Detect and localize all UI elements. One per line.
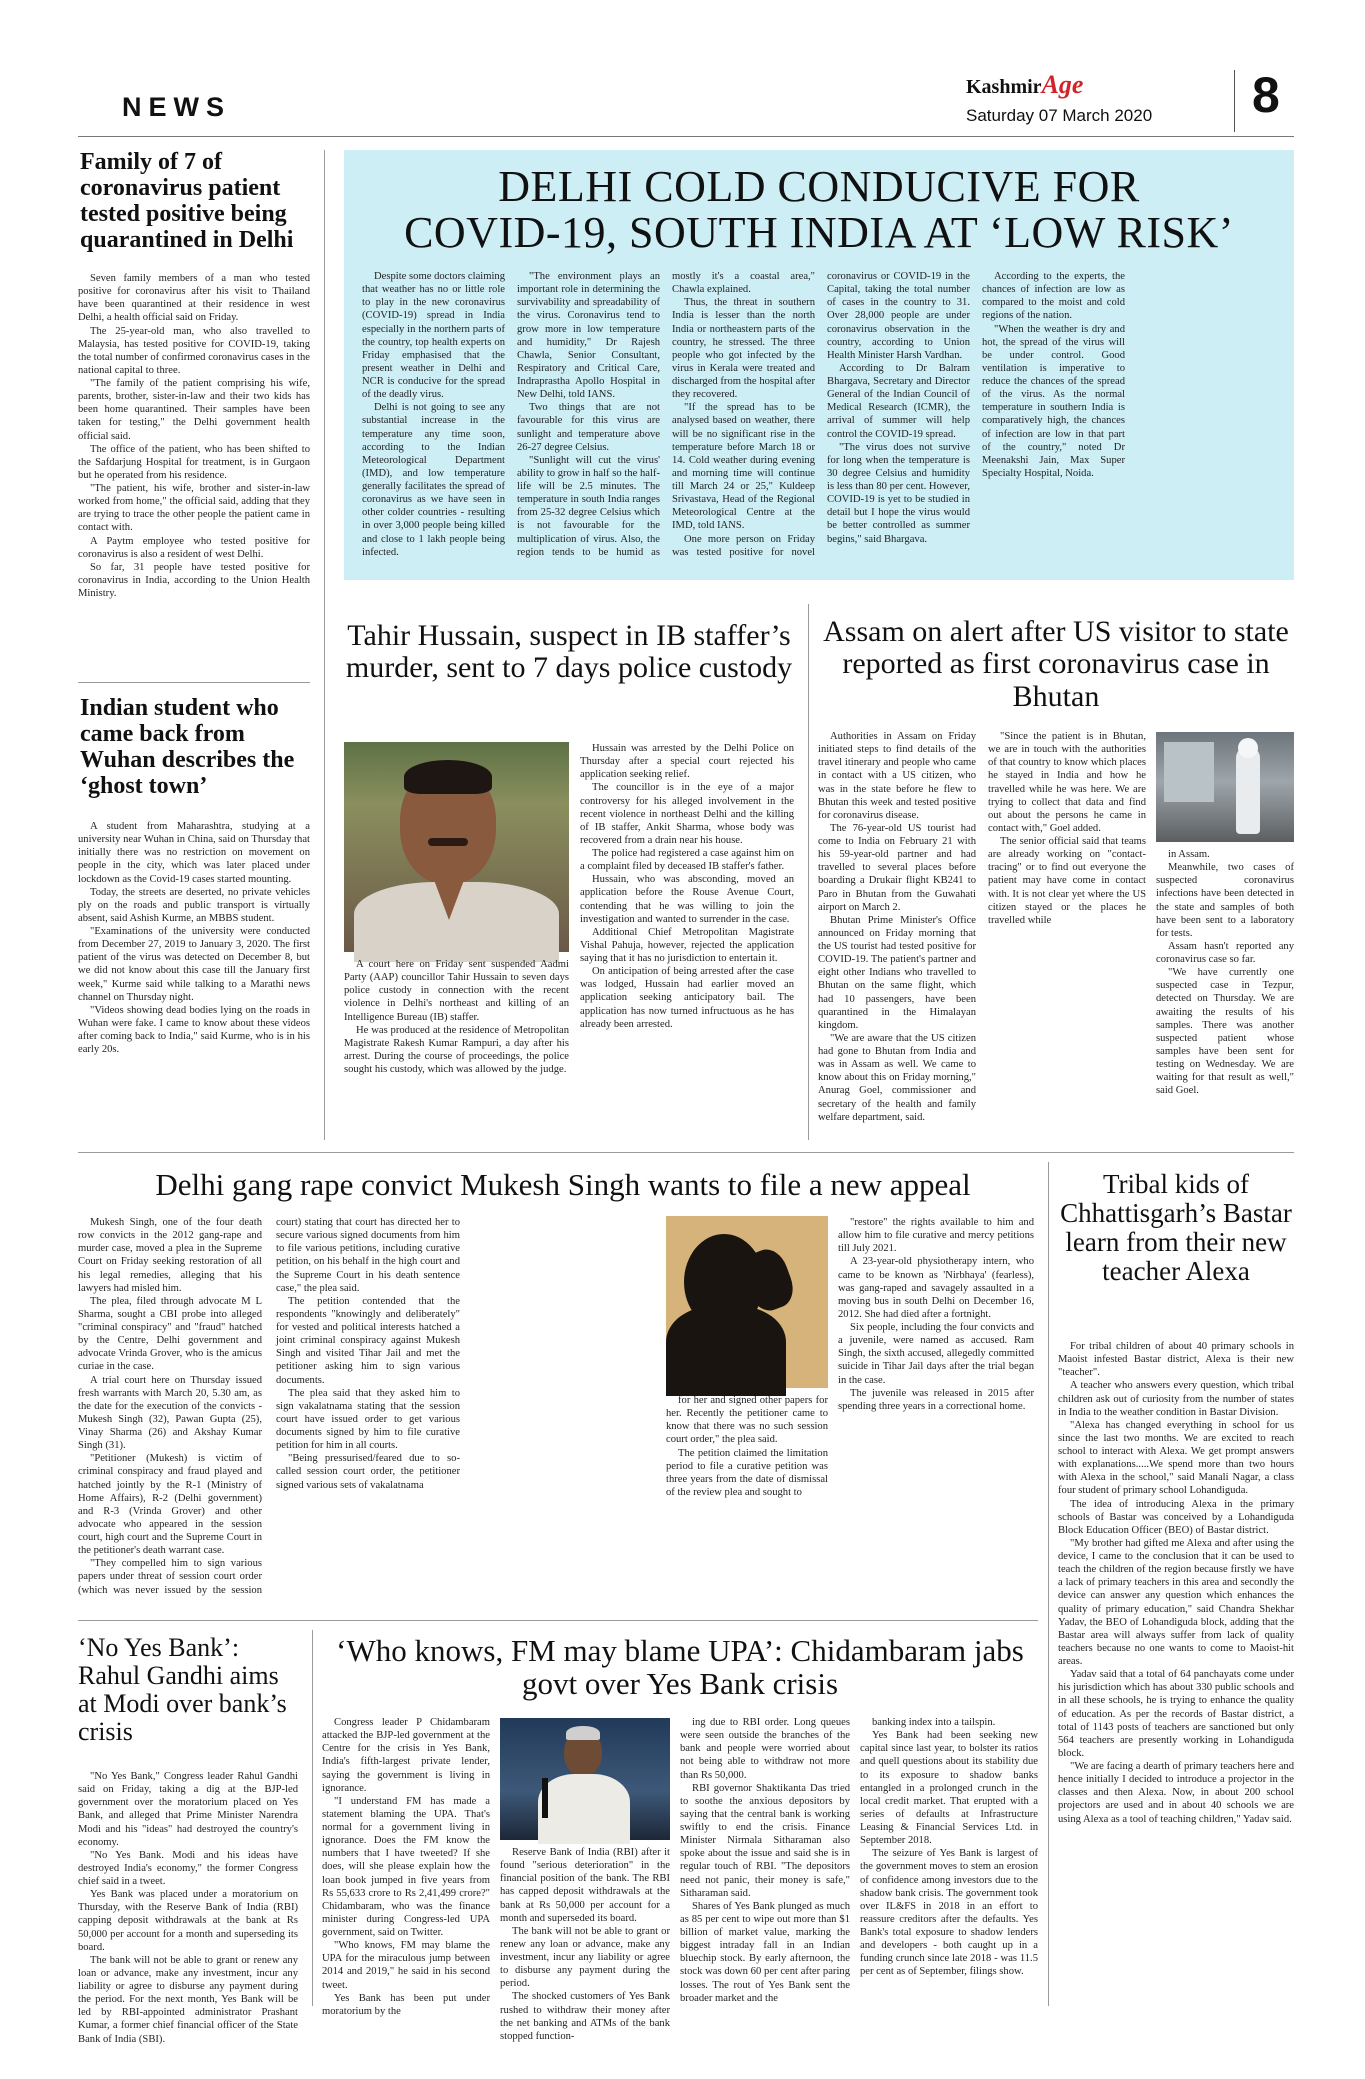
lower-divider [78, 1620, 1038, 1621]
brand-logo-age: Age [1041, 70, 1084, 99]
paragraph: The shocked customers of Yes Bank rushed to withdraw their money after the net banking and ATMs of the bank stopped function- [500, 1991, 670, 2042]
paragraph: A 23-year-old physiotherapy intern, who came to be known as 'Nirbhaya' (fearless), was gang-raped and savagely assaulted in a moving bus in south Delhi on December 16, 2012. She had died after a fortnight. [838, 1256, 1034, 1320]
mukesh-body-left [78, 1216, 658, 1606]
paragraph: A teacher who answers every question, which tribal children ask out of curiosity from the number of states in India to the weather condition in Bastar Division. [1058, 1380, 1294, 1418]
chidambaram-body-col2 [500, 1846, 670, 2042]
paragraph: Shares of Yes Bank plunged as much as 85 per cent to wipe out more than $1 billion of market value, marking the biggest intraday fall in an Indian bluechip stock. By early afternoon, the stock was down 60 per cent after paring losses. The rout of Yes Bank sent the broader market and the [680, 1900, 850, 2004]
paragraph: The petition contended that the respondents "knowingly and deliberately" for vested and political interests hatched a joint criminal conspiracy against Mukesh Singh and visited Tihar Jail and met the petitioner asking him to sign various documents. [276, 1295, 460, 1386]
assam-photo-figure [1236, 746, 1260, 834]
mid-divider [78, 1152, 1294, 1153]
paragraph: for her and signed other papers for her. Recently the petitioner came to know that there was no such session court order," the plea said. [666, 1395, 828, 1446]
bastar-headline: Tribal kids of Chhattisgarh’s Bastar learn from their new teacher Alexa [1060, 1169, 1292, 1287]
chidambaram-body-col4 [860, 1716, 1038, 2006]
paragraph: Bhutan Prime Minister's Office announced on Friday morning that the US tourist had tested positive for COVID-19. The patient's partner and eight other Indians who travelled to Bhutan on the same flight, which had 10 passengers, have been quarantined in the Himalayan kingdom. [818, 914, 976, 1031]
tahir-photo-moustache [428, 838, 468, 846]
paragraph: The 76-year-old US tourist had come to India on February 21 with his 59-year-old partner and had travelled to several places before boarding a Drukair flight KB241 to Paro in Bhutan from the Guwahati airport on March 2. [818, 822, 976, 913]
paragraph: "I understand FM has made a statement blaming the UPA. That's normal for a government living in ignorance. Does the FM know the numbers that I have tweeted? If she does, will she please explain how the loan book jumped in five years from Rs 55,633 crore to Rs 2,41,499 crore?" Chidambaram, who was the finance minister during Congress-led UPA government, said on Twitter. [322, 1795, 490, 1938]
assam-headline: Assam on alert after US visitor to state reported as first coronavirus case in Bhutan [823, 615, 1289, 713]
masthead-rule [78, 136, 1294, 137]
noyes-headline: ‘No Yes Bank’: Rahul Gandhi aims at Modi over bank’s crisis [78, 1633, 287, 1747]
paragraph: Yadav said that a total of 64 panchayats come under his jurisdiction which has about 330 public schools and in all these schools, he is trying to enhance the quality of education. As per the records of Bastar district, a total of 1143 posts of teachers are sanctioned but only 564 teachers are presently working in Lohandiguda block. [1058, 1669, 1294, 1759]
paragraph: "We have currently one suspected case in Tezpur, detected on Thursday. We are awaiting the results of his samples. There was another suspected patient whose samples have been sent for testing on Wednesday. We are waiting for that result as well," said Goel. [1156, 967, 1294, 1097]
paragraph: Meanwhile, two cases of suspected coronavirus infections have been detected in the state and samples of both have been sent to a laboratory for tests. [1156, 862, 1294, 939]
paragraph: The juvenile was released in 2015 after spending three years in a correctional home. [838, 1387, 1034, 1412]
paragraph: "The environment plays an important role in determining the survivability and spreadability of the virus. Coronavirus tend to grow more in low temperature and humidity," Dr Rajesh Chawla, Senior Consultant, Respiratory and Critical Care, Indraprastha Apollo Hospital in New Delhi, told IANS. [517, 271, 660, 401]
paragraph: Seven family members of a man who tested positive for coronavirus after his visit to Thailand have been quarantined at their residence in west Delhi, a health official said on Friday. [78, 273, 310, 324]
paragraph: Authorities in Assam on Friday initiated steps to find details of the travel itinerary and people who came in contact with a US citizen, who was in the state before he flew to Bhutan this week and tested positive for coronavirus disease. [818, 731, 976, 821]
paragraph: "We are aware that the US citizen had gone to Bhutan from India and was in Assam as well. We came to know about this on Friday morning," Anurag Goel, commissioner and secretary of the health and family welfare department, said. [818, 1032, 976, 1123]
chidambaram-body-col1 [322, 1716, 490, 2017]
paragraph: "My brother had gifted me Alexa and after using the device, I came to the conclusion that it can be used to teach the children of the region because firstly we have a lack of primary teachers in this area and secondly the device can answer any question which enhances the quality of primary education," said Chandra Shekhar Yadav, the BEO of Lohandiguda block, adding that the Bastar area will always suffer from lack of quality teachers because no one wants to come to Maoist-hit areas. [1058, 1537, 1294, 1667]
paragraph: ing due to RBI order. Long queues were seen outside the branches of the bank and people were worried about not being able to withdraw not more than Rs 50,000. [680, 1717, 850, 1781]
delhi-cold-headline [344, 164, 1294, 256]
paragraph: The bank will not be able to grant or renew any loan or advance, make any investment, incur any liability or agree to disburse any payment during the period. For the next month, Yes Bank will be led by RBI-appointed administrator Prashant Kumar, a former chief financial officer of the State Bank of India (SBI). [78, 1954, 298, 2045]
paragraph: According to the experts, the chances of infection are low as compared to the moist and cold regions of the nation. [982, 271, 1125, 322]
paragraph: Hussain, who was absconding, moved an application before the Rouse Avenue Court, contending that he was willing to join the investigation and wanted to surrender in the case. [580, 874, 794, 925]
paragraph: On anticipation of being arrested after the case was lodged, Hussain had earlier moved an application seeking anticipatory bail. The application has now turned infructuous as he has already been arrested. [580, 966, 794, 1030]
mukesh-headline: Delhi gang rape convict Mukesh Singh wants to file a new appeal [155, 1167, 971, 1202]
paragraph: The petition claimed the limitation period to file a curative petition was three years from the date of dismissal of the review plea and sought to [666, 1447, 828, 1498]
paragraph: Despite some doctors claiming that weather has no or little role to play in the new coronavirus (COVID-19) spread in India especially in the northern parts of the country, top health experts on Friday emphasised that the present weather in Delhi and NCR is conducive for the spread of the deadly virus. [362, 271, 505, 401]
paragraph: Assam hasn't reported any coronavirus case so far. [1156, 940, 1294, 965]
mukesh-body-mid [666, 1394, 828, 1606]
section-label: NEWS [122, 92, 231, 122]
chidambaram-photo-body [538, 1774, 630, 1844]
family-headline: Family of 7 of coronavirus patient tested positive being quarantined in Delhi [80, 149, 294, 253]
paragraph: Mukesh Singh, one of the four death row convicts in the 2012 gang-rape and murder case, moved a plea in the Supreme Court on Friday seeking restoration of all his legal remedies, alleging that his lawyers had misled him. [78, 1217, 262, 1294]
masthead-divider [1234, 70, 1235, 132]
paragraph: "Videos showing dead bodies lying on the roads in Wuhan were fake. I came to know about these videos after coming back to India," said Kurme, who is in his early 20s. [78, 1004, 310, 1056]
tahir-photo [344, 742, 569, 952]
tahir-headline: Tahir Hussain, suspect in IB staffer’s murder, sent to 7 days police custody [345, 619, 793, 685]
paragraph: So far, 31 people have tested positive for coronavirus in India, according to the Union Health Ministry. [78, 561, 310, 599]
paragraph: "No Yes Bank," Congress leader Rahul Gandhi said on Friday, taking a dig at the BJP-led government over the moratorium placed on Yes Bank, and alleged that Prime Minister Narendra Modi and his "ideas" had destroyed the country's economy. [78, 1771, 298, 1848]
paragraph: Congress leader P Chidambaram attacked the BJP-led government at the Centre for the crisis in Yes Bank, India's fifth-largest private lender, saying the government is living in ignorance. [322, 1717, 490, 1794]
noyes-body [78, 1770, 298, 2045]
paragraph: A court here on Friday sent suspended Aadmi Party (AAP) councillor Tahir Hussain to seven days police custody in connection with the recent violence in Delhi's northeast and killing of an Intelligence Bureau (IB) staffer. [344, 959, 569, 1023]
paragraph: The plea said that they asked him to sign vakalatnama stating that the session court have issued order to get various documents signed by him to file curative petition for him in all courts. [276, 1387, 460, 1452]
mukesh-bastar-rule [1048, 1162, 1049, 2006]
chidambaram-photo-hair [566, 1726, 600, 1740]
paragraph: "The family of the patient comprising his wife, parents, brother, sister-in-law and their two kids has been home quarantined. Their samples have been taken for testing," the Delhi government health official said. [78, 378, 310, 442]
paragraph: The councillor is in the eye of a major controversy for his alleged involvement in the recent violence in northeast Delhi and the killing of IB staffer, Ankit Sharma, whose body was recovered from a drain near his house. [580, 782, 794, 846]
paragraph: The senior official said that teams are already working on "contact-tracing" or to find out everyone the patient may have come in contact with. It is not clear yet where the US citizen stayed or the places he travelled while [988, 836, 1146, 926]
paragraph: Additional Chief Metropolitan Magistrate Vishal Pahuja, however, rejected the application saying that it has no jurisdiction to entertain it. [580, 926, 794, 964]
bastar-body [1058, 1340, 1294, 2006]
paragraph: Delhi is not going to see any substantial increase in the temperature any time soon, according to the Indian Meteorological Department (IMD), and low temperature generally facilitates the spread of coronavirus as we have seen in other colder countries - resulting in over 3,000 people being killed and close to 1 lakh people being infected. [362, 402, 505, 558]
paragraph: The 25-year-old man, who also travelled to Malaysia, has tested positive for COVID-19, taking the total number of confirmed coronavirus cases in the national capital to three. [78, 325, 310, 376]
mukesh-photo [666, 1216, 828, 1388]
paragraph: Yes Bank had been seeking new capital since last year, to bolster its ratios and quell questions about its stability due to its exposure to shadow banks entangled in a prolonged crunch in the local credit market. That erupted with a series of defaults at Infrastructure Leasing & Financial Services Ltd. in September 2018. [860, 1730, 1038, 1847]
paragraph: "Who knows, FM may blame the UPA for the miraculous jump between 2014 and 2019," he said in his second tweet. [322, 1940, 490, 1991]
paragraph: For tribal children of about 40 primary schools in Maoist infested Bastar district, Alexa is their new "teacher". [1058, 1341, 1294, 1379]
paragraph: Hussain was arrested by the Delhi Police on Thursday after a special court rejected his application seeking relief. [580, 743, 794, 781]
paragraph: Thus, the threat in southern India is lesser than the north India or northeastern parts of the country, he stressed. The three people who got infected by the virus in Kerala were treated and discharged from the hospital after they recovered. [672, 297, 815, 401]
paragraph: "When the weather is dry and hot, the spread of the virus will be under control. Good ventilation is imperative to reduce the chances of the spread of the virus. As the normal temperature in southern India is comparatively high, the chances of infection are low in that part of the country," noted Dr Meenakshi Jain, Max Super Specialty Hospital, Noida. [982, 323, 1125, 479]
noyes-chidambaram-rule [312, 1630, 313, 2006]
chidambaram-photo [500, 1718, 670, 1840]
mukesh-photo-silhouette-body [666, 1306, 786, 1396]
paragraph: "Being pressurised/feared due to so-called session court order, the petitioner signed various sets of vakalatnama [276, 1453, 460, 1491]
assam-body-side [1156, 848, 1294, 1138]
delhi-cold-headline-line2: COVID-19, SOUTH INDIA AT ‘LOW RISK’ [404, 207, 1234, 257]
paragraph: "Examinations of the university were conducted from December 27, 2019 to January 3, 2020. The first patient of the virus was detected on December 8, but we did not know about this case till the January first week," Kurme said while talking to a Marathi news channel on Thursday night. [78, 926, 310, 1003]
tahir-photo-hair [404, 760, 492, 794]
paragraph: A student from Maharashtra, studying at a university near Wuhan in China, said on Thursday that initially there was no restriction on movement on people in the city, which was later placed under lockdown as the Covid-19 cases started mounting. [78, 821, 310, 885]
delhi-cold-headline-line1: DELHI COLD CONDUCIVE FOR [498, 162, 1140, 211]
left-col-divider-1 [78, 682, 310, 683]
paragraph: Yes Bank has been put under moratorium by the [322, 1992, 490, 2017]
assam-body-main [818, 730, 1146, 1138]
mukesh-body-right [838, 1216, 1034, 1606]
paragraph: Today, the streets are deserted, no private vehicles ply on the roads and public transport is virtually absent, said Ashish Kurme, an MBBS student. [78, 886, 310, 924]
paragraph: "restore" the rights available to him and allow him to file curative and mercy petitions till July 2021. [838, 1217, 1034, 1255]
paragraph: "Sunlight will cut the virus' ability to grow in half so the half-life will be 2.5 minutes. The temperature in south India ranges from 25-32 degree Celsius which is not favourable for the multiplication of virus. Also, the region tends to be humid as mostly it's a coastal area," Chawla explained. [517, 271, 815, 558]
paragraph: According to Dr Balram Bhargava, Secretary and Director General of the Indian Council of Medical Research (ICMR), the arrival of summer will help control the COVID-19 spread. [827, 362, 970, 440]
family-body [78, 272, 310, 652]
paragraph: "Petitioner (Mukesh) is victim of criminal conspiracy and fraud played and hatched jointly by the R-1 (Ministry of Home Affairs), R-2 (Delhi government) and R-3 (Vrinda Grover) and other advocate who appeared in the session court, high court and the Supreme Court in the petitioner's death warrant case. [78, 1453, 262, 1557]
tahir-body-right [580, 742, 794, 1138]
brand-logo [966, 70, 1083, 100]
issue-date: Saturday 07 March 2020 [966, 106, 1153, 125]
paragraph: "The virus does not survive for long when the temperature is 30 degree Celsius and humidity is less than 80 per cent. However, COVID-19 is yet to be studied in detail but I hope the virus would be better controlled as summer begins," said Bhargava. [827, 441, 970, 545]
paragraph: Yes Bank was placed under a moratorium on Thursday, with the Reserve Bank of India (RBI) capping deposit withdrawals at the bank at Rs 50,000 per account for a month and superseding its board. [78, 1889, 298, 1953]
assam-photo-head [1238, 738, 1258, 758]
paragraph: in Assam. [1168, 849, 1210, 860]
page-number: 8 [1252, 67, 1280, 123]
paragraph: A Paytm employee who tested positive for coronavirus is also a resident of west Delhi. [78, 535, 310, 560]
paragraph: RBI governor Shaktikanta Das tried to soothe the anxious depositors by saying that the central bank is working swiftly to end the crisis. Finance Minister Nirmala Sitharaman also spoke about the issue and said she is in regular touch of RBI. "The depositors need not panic, their money is safe," Sitharaman said. [680, 1782, 850, 1899]
paragraph: The idea of introducing Alexa in the primary schools of Bastar was conceived by a Lohandiguda Block Education Officer (BEO) of Bastar district. [1058, 1498, 1294, 1536]
wuhan-body [78, 820, 310, 1142]
paragraph: Reserve Bank of India (RBI) after it found "serious deterioration" in the financial position of the bank. The RBI has capped deposit withdrawals at the bank at Rs 50,000 per account for a month and superseded its board. [500, 1847, 670, 1924]
assam-photo [1156, 732, 1294, 842]
chidambaram-headline: ‘Who knows, FM may blame UPA’: Chidambaram jabs govt over Yes Bank crisis [336, 1633, 1024, 1702]
paragraph: The bank will not be able to grant or renew any loan or advance, make any investment, incur any liability or agree to disburse any payment during the period. [500, 1925, 670, 1990]
paragraph: Two things that are not favourable for this virus are sunlight and temperature above 26-27 degree Celsius. [517, 402, 660, 453]
paragraph: One more person on Friday was tested positive for novel coronavirus or COVID-19 in the Capital, taking the total number of cases in the country to 31. Over 28,000 people are under coronavirus observation in the country, according to Union Health Minister Harsh Vardhan. [672, 271, 970, 558]
paragraph: The plea, filed through advocate M L Sharma, sought a CBI probe into alleged "criminal conspiracy" and "fraud" hatched by the Centre, Delhi government and advocate Vrinda Grover, who is the amicus curiae in the case. [78, 1295, 262, 1373]
paragraph: He was produced at the residence of Metropolitan Magistrate Rakesh Kumar Rampuri, a day after his arrest. During the course of proceedings, the police sought his custody, which was allowed by the judge. [344, 1024, 569, 1075]
paragraph: The police had registered a case against him on a complaint filed by deceased IB staffer's father. [580, 848, 794, 873]
paragraph: "If the spread has to be analysed based on weather, there will be no significant rise in the temperature before March 18 or 14. Cold weather during evening and morning time will continue till March 24 or 25," Kuldeep Srivastava, Head of the Regional Meteorological Centre at the IMD, told IANS. [672, 402, 815, 532]
left-col-vertical-rule [324, 150, 325, 1140]
chidambaram-body-col3 [680, 1716, 850, 2006]
paragraph: Six people, including the four convicts and a juvenile, were named as accused. Ram Singh, the sixth accused, allegedly committed suicide in Tihar Jail days after the trial began in the case. [838, 1322, 1034, 1386]
assam-photo-window [1164, 742, 1214, 802]
paragraph: "Since the patient is in Bhutan, we are in touch with the authorities of that country to know which places he stayed in India and how he travelled while he was here. We are trying to collect that data and find out about the persons he came in contact with," Goel added. [988, 731, 1146, 834]
chidambaram-photo-mic [542, 1778, 548, 1818]
wuhan-headline: Indian student who came back from Wuhan describes the ‘ghost town’ [80, 695, 295, 799]
tahir-assam-rule [808, 604, 809, 1140]
paragraph: A trial court here on Thursday issued fresh warrants with March 20, 5.30 am, as the date for the execution of the convicts - Mukesh Singh (32), Pawan Gupta (25), Vinay Sharma (26) and Akshay Kumar Singh (31). [78, 1374, 262, 1452]
paragraph: The seizure of Yes Bank is largest of the government moves to stem an erosion of confidence among investors due to the shadow bank crisis. The government took over IL&FS in 2018 in an effort to reassure creditors after the defaults. Yes Bank's total exposure to shadow lenders and developers - both caught up in a funding crunch since late 2018 - was 11.5 per cent as of September, filings show. [860, 1848, 1038, 1978]
paragraph: banking index into a tailspin. [872, 1717, 996, 1728]
tahir-body-left [344, 958, 569, 1138]
delhi-cold-body [362, 270, 1280, 568]
paragraph: "Alexa has changed everything in school for us since the last two months. We are excited to reach school to interact with Alexa. We get prompt answers with explanations.....We spend more than two hours with Alexa in the school," said Manali Nagar, a class four student of primary school Lohandiguda. [1058, 1419, 1294, 1497]
paragraph: "They compelled him to sign various papers under threat of session court order (which was never issued by the session court) stating that court has directed her to secure various signed documents from him to file various petitions, including curative petition, on his behalf in the high court and the Supreme Court in his death sentence case," the plea said. [78, 1217, 460, 1596]
paragraph: The office of the patient, who has been shifted to the Safdarjung Hospital for treatment, is in Gurgaon but he operated from his residence. [78, 443, 310, 481]
brand-logo-kashmir: Kashmir [966, 76, 1042, 98]
delhi-cold-box [344, 150, 1294, 580]
paragraph: "No Yes Bank. Modi and his ideas have destroyed India's economy," the former Congress chief said in a tweet. [78, 1849, 298, 1887]
paragraph: "We are facing a dearth of primary teachers here and hence initially I decided to introduce a projector in the classes and then Alexa. Now, in about 200 school projectors are used and in about 40 schools we are using Alexa as a tool of teaching children," Yadav said. [1058, 1761, 1294, 1825]
paragraph: "The patient, his wife, brother and sister-in-law worked from home," the official said, adding that they are trying to trace the other people the patient came in contact with. [78, 483, 310, 534]
